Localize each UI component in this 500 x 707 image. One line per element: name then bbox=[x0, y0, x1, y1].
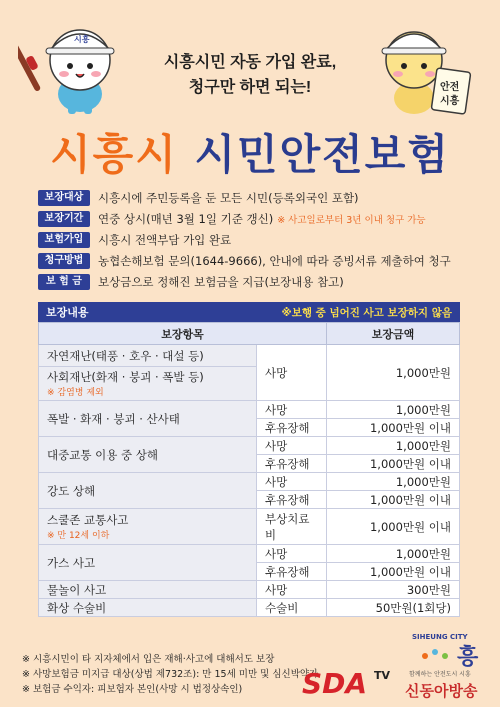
headline-line2: 청구만 하면 되는! bbox=[188, 79, 312, 96]
row-type: 후유장해 bbox=[257, 563, 327, 581]
summary-tag: 보험가입 bbox=[38, 232, 90, 248]
headline bbox=[120, 50, 380, 100]
summary-tag: 보 험 금 bbox=[38, 274, 90, 290]
row-type: 후유장해 bbox=[257, 455, 327, 473]
row-amount: 50만원(1회당) bbox=[327, 599, 460, 617]
row-amount: 1,000만원 bbox=[327, 473, 460, 491]
sheung-city-label: SIHEUNG CITY bbox=[412, 633, 468, 641]
summary-tag: 청구방법 bbox=[38, 253, 90, 269]
row-type: 후유장해 bbox=[257, 419, 327, 437]
summary-tag: 보장기간 bbox=[38, 211, 90, 227]
row-item: 대중교통 이용 중 상해 bbox=[39, 437, 257, 473]
row-type: 사망 bbox=[257, 545, 327, 563]
row-type: 사망 bbox=[257, 437, 327, 455]
summary-row-payout bbox=[38, 272, 478, 292]
svg-text:함께하는 안전도시 시흥: 함께하는 안전도시 시흥 bbox=[409, 671, 471, 678]
mascot-left-illustration bbox=[18, 8, 128, 118]
row-amount: 300만원 bbox=[327, 581, 460, 599]
table-row bbox=[39, 509, 460, 545]
row-amount: 1,000만원 bbox=[327, 345, 460, 401]
col-amount-header: 보장금액 bbox=[327, 323, 460, 345]
row-amount: 1,000만원 이내 bbox=[327, 509, 460, 545]
row-item: 물놀이 사고 bbox=[39, 581, 257, 599]
summary-text: 농협손해보험 문의(1644-9666), 안내에 따라 증빙서류 제출하여 청구 bbox=[98, 254, 451, 268]
svg-text:SDA: SDA bbox=[302, 667, 368, 697]
footnote: ※ 보험금 수익자: 피보험자 본인(사망 시 법정상속인) bbox=[22, 684, 243, 695]
row-item: 사회재난(화재 · 붕괴 · 폭발 등) ※ 감염병 제외 bbox=[39, 367, 257, 401]
table-row bbox=[39, 437, 460, 455]
summary-row-enroll bbox=[38, 230, 478, 250]
coverage-warning: ※보행 중 넘어진 사고 보장하지 않음 bbox=[281, 306, 452, 319]
table-row bbox=[39, 401, 460, 419]
summary-text: 시흥시에 주민등록을 둔 모든 시민(등록외국인 포함) bbox=[98, 191, 359, 205]
svg-text:TV: TV bbox=[374, 669, 391, 682]
summary-text: 시흥시 전액부담 가입 완료 bbox=[98, 233, 232, 247]
coverage-table bbox=[38, 302, 460, 617]
row-type: 사망 bbox=[257, 473, 327, 491]
row-type: 사망 bbox=[257, 401, 327, 419]
row-type: 부상치료비 bbox=[257, 509, 327, 545]
row-amount: 1,000만원 bbox=[327, 545, 460, 563]
summary-row-claim bbox=[38, 251, 478, 271]
coverage-header-label: 보장내용 bbox=[46, 306, 89, 319]
table-row bbox=[39, 581, 460, 599]
row-type: 후유장해 bbox=[257, 491, 327, 509]
helmet-label: 시흥 bbox=[74, 35, 90, 44]
row-amount: 1,000만원 bbox=[327, 437, 460, 455]
summary-list bbox=[38, 188, 478, 293]
table-row bbox=[39, 599, 460, 617]
table-row bbox=[39, 545, 460, 563]
footnote: ※ 사망보험금 미지급 대상(상법 제732조): 만 15세 미만 및 심신박약자 bbox=[22, 669, 319, 680]
row-item: 자연재난(태풍 · 호우 · 대설 등) bbox=[39, 345, 257, 367]
col-item-header: 보장항목 bbox=[39, 323, 327, 345]
mascot-right-illustration bbox=[372, 10, 482, 120]
row-type: 사망 bbox=[257, 581, 327, 599]
summary-note: ※ 사고일로부터 3년 이내 청구 가능 bbox=[277, 215, 426, 226]
sign-line1: 안전 bbox=[440, 82, 460, 93]
row-type: 사망 bbox=[257, 345, 327, 401]
row-item: 스쿨존 교통사고 ※ 만 12세 이하 bbox=[39, 509, 257, 545]
summary-text: 연중 상시(매년 3월 1일 기준 갱신) bbox=[98, 212, 274, 226]
coverage-header bbox=[38, 302, 460, 322]
footnotes bbox=[22, 652, 342, 697]
title-part2: 시민안전보험 bbox=[194, 130, 450, 179]
row-amount: 1,000만원 이내 bbox=[327, 491, 460, 509]
row-type: 수술비 bbox=[257, 599, 327, 617]
sign-line2: 시흥 bbox=[440, 96, 460, 107]
footnote: ※ 시흥시민이 타 지자체에서 입은 재해·사고에 대해서도 보장 bbox=[22, 654, 275, 665]
title-part1: 시흥시 bbox=[50, 130, 178, 179]
row-amount: 1,000만원 bbox=[327, 401, 460, 419]
row-amount: 1,000만원 이내 bbox=[327, 419, 460, 437]
summary-text: 보상금으로 정해진 보험금을 지급(보장내용 참고) bbox=[98, 275, 344, 289]
coverage-grid bbox=[38, 322, 460, 617]
row-amount: 1,000만원 이내 bbox=[327, 455, 460, 473]
headline-line1: 시흥시민 자동 가입 완료, bbox=[163, 54, 337, 71]
table-row bbox=[39, 345, 460, 367]
page-title bbox=[0, 122, 500, 182]
brand-name: 신동아방송 bbox=[405, 682, 478, 700]
row-amount: 1,000만원 이내 bbox=[327, 563, 460, 581]
svg-text:흥: 흥 bbox=[457, 645, 479, 670]
row-item: 강도 상해 bbox=[39, 473, 257, 509]
summary-row-period bbox=[38, 209, 478, 229]
summary-tag: 보장대상 bbox=[38, 190, 90, 206]
summary-row-target bbox=[38, 188, 478, 208]
row-item: 가스 사고 bbox=[39, 545, 257, 581]
row-item: 화상 수술비 bbox=[39, 599, 257, 617]
table-row bbox=[39, 473, 460, 491]
row-item: 폭발 · 화재 · 붕괴 · 산사태 bbox=[39, 401, 257, 437]
sdatv-logo bbox=[300, 665, 400, 697]
